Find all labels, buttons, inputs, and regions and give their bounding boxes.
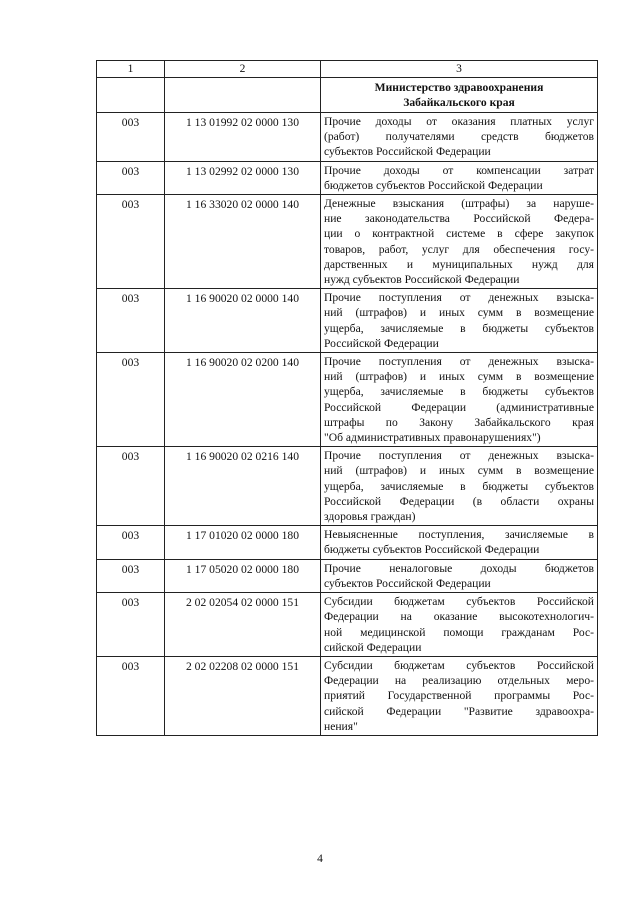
description-line: штрафы по Закону Забайкальского края: [324, 415, 594, 429]
description-line: ний (штрафов) и иных сумм в возмещение: [324, 370, 594, 384]
description-line: Российской Федерации: [324, 336, 439, 350]
header-col-2: 2: [165, 61, 321, 78]
admin-code-cell: 003: [97, 559, 165, 592]
description-line: ущерба, зачисляемые в бюджеты субъектов: [324, 385, 594, 399]
description-cell: [321, 447, 598, 526]
description-line: ние законодательства Российской Федера-: [324, 212, 594, 226]
budget-code-cell: 1 16 33020 02 0000 140: [165, 195, 321, 289]
description-line: нужд субъектов Российской Федерации: [324, 273, 520, 287]
description-line: бюджетов субъектов Российской Федерации: [324, 178, 543, 192]
description-cell: [321, 593, 598, 657]
description-line: ущерба, зачисляемые в бюджеты субъектов: [324, 321, 594, 335]
budget-code-cell: 2 02 02208 02 0000 151: [165, 656, 321, 735]
budget-code-cell: 1 16 90020 02 0200 140: [165, 353, 321, 447]
budget-code-cell: 1 13 01992 02 0000 130: [165, 113, 321, 162]
description-line: ний (штрафов) и иных сумм в возмещение: [324, 306, 594, 320]
description-line: товаров, работ, услуг для обеспечения госу-: [324, 242, 594, 256]
admin-code-cell: 003: [97, 447, 165, 526]
description-line: здоровья граждан): [324, 510, 416, 524]
description-cell: [321, 353, 598, 447]
description-line: нения": [324, 719, 358, 733]
description-cell: [321, 161, 598, 194]
admin-code-cell: 003: [97, 656, 165, 735]
admin-code-cell: 003: [97, 526, 165, 559]
description-line: Российской Федерации (в области охраны: [324, 494, 594, 508]
page-number: 4: [317, 853, 323, 865]
description-line: Невыясненные поступления, зачисляемые в: [324, 528, 594, 542]
table-row: [97, 656, 598, 735]
ministry-title-line-2: Забайкальского края: [403, 96, 515, 109]
description-cell: [321, 656, 598, 735]
description-cell: [321, 195, 598, 289]
table-header-row: [97, 61, 598, 78]
description-line: ущерба, зачисляемые в бюджеты субъектов: [324, 479, 594, 493]
table-row: [97, 195, 598, 289]
table-row: [97, 447, 598, 526]
admin-code-cell: 003: [97, 289, 165, 353]
description-line: Субсидии бюджетам субъектов Российской: [324, 595, 594, 609]
ministry-title-line-1: Министерство здравоохранения: [374, 81, 544, 94]
description-line: Российской Федерации (административные: [324, 400, 594, 414]
admin-code-cell: 003: [97, 161, 165, 194]
ministry-title: [321, 78, 598, 113]
budget-code-cell: 1 13 02992 02 0000 130: [165, 161, 321, 194]
description-line: ции о контрактной системе в сфере закупок: [324, 227, 594, 241]
budget-code-cell: 1 17 01020 02 0000 180: [165, 526, 321, 559]
description-line: ний (штрафов) и иных сумм в возмещение: [324, 464, 594, 478]
description-line: субъектов Российской Федерации: [324, 576, 491, 590]
description-line: приятий Государственной программы Рос-: [324, 689, 594, 703]
description-line: Прочие доходы от компенсации затрат: [324, 163, 594, 177]
description-line: бюджеты субъектов Российской Федерации: [324, 543, 540, 557]
description-line: дарственных и муниципальных нужд для: [324, 257, 594, 271]
admin-code-cell: 003: [97, 593, 165, 657]
description-line: Денежные взыскания (штрафы) за наруше-: [324, 197, 594, 211]
description-line: ной медицинской помощи гражданам Рос-: [324, 625, 594, 639]
header-col-1: 1: [97, 61, 165, 78]
description-cell: [321, 113, 598, 162]
description-line: Субсидии бюджетам субъектов Российской: [324, 658, 594, 672]
table-row: [97, 353, 598, 447]
budget-code-cell: 1 16 90020 02 0000 140: [165, 289, 321, 353]
admin-code-cell: 003: [97, 113, 165, 162]
table-row: [97, 161, 598, 194]
budget-code-cell: 2 02 02054 02 0000 151: [165, 593, 321, 657]
description-line: Федерации на реализацию отдельных меро-: [324, 674, 594, 688]
description-line: субъектов Российской Федерации: [324, 145, 491, 159]
admin-code-cell: 003: [97, 353, 165, 447]
description-line: сийской Федерации "Развитие здравоохра-: [324, 704, 594, 718]
description-line: Федерации на оказание высокотехнологич-: [324, 610, 594, 624]
budget-code-cell: 1 16 90020 02 0216 140: [165, 447, 321, 526]
description-line: сийской Федерации: [324, 640, 422, 654]
table-row: [97, 526, 598, 559]
description-line: Прочие поступления от денежных взыска-: [324, 355, 594, 369]
description-cell: [321, 526, 598, 559]
table-row: [97, 593, 598, 657]
table-row: [97, 289, 598, 353]
table-row: [97, 559, 598, 592]
description-cell: [321, 559, 598, 592]
admin-code-cell: 003: [97, 195, 165, 289]
table-row: [97, 113, 598, 162]
description-line: "Об административных правонарушениях"): [324, 431, 541, 445]
header-col-3: 3: [321, 61, 598, 78]
budget-code-cell: 1 17 05020 02 0000 180: [165, 559, 321, 592]
income-codes-table: [96, 60, 598, 736]
ministry-row: [97, 78, 598, 113]
description-line: Прочие доходы от оказания платных услуг: [324, 115, 594, 128]
description-line: (работ) получателями средств бюджетов: [324, 130, 594, 144]
description-line: Прочие неналоговые доходы бюджетов: [324, 561, 594, 575]
description-line: Прочие поступления от денежных взыска-: [324, 291, 594, 305]
description-line: Прочие поступления от денежных взыска-: [324, 449, 594, 463]
description-cell: [321, 289, 598, 353]
